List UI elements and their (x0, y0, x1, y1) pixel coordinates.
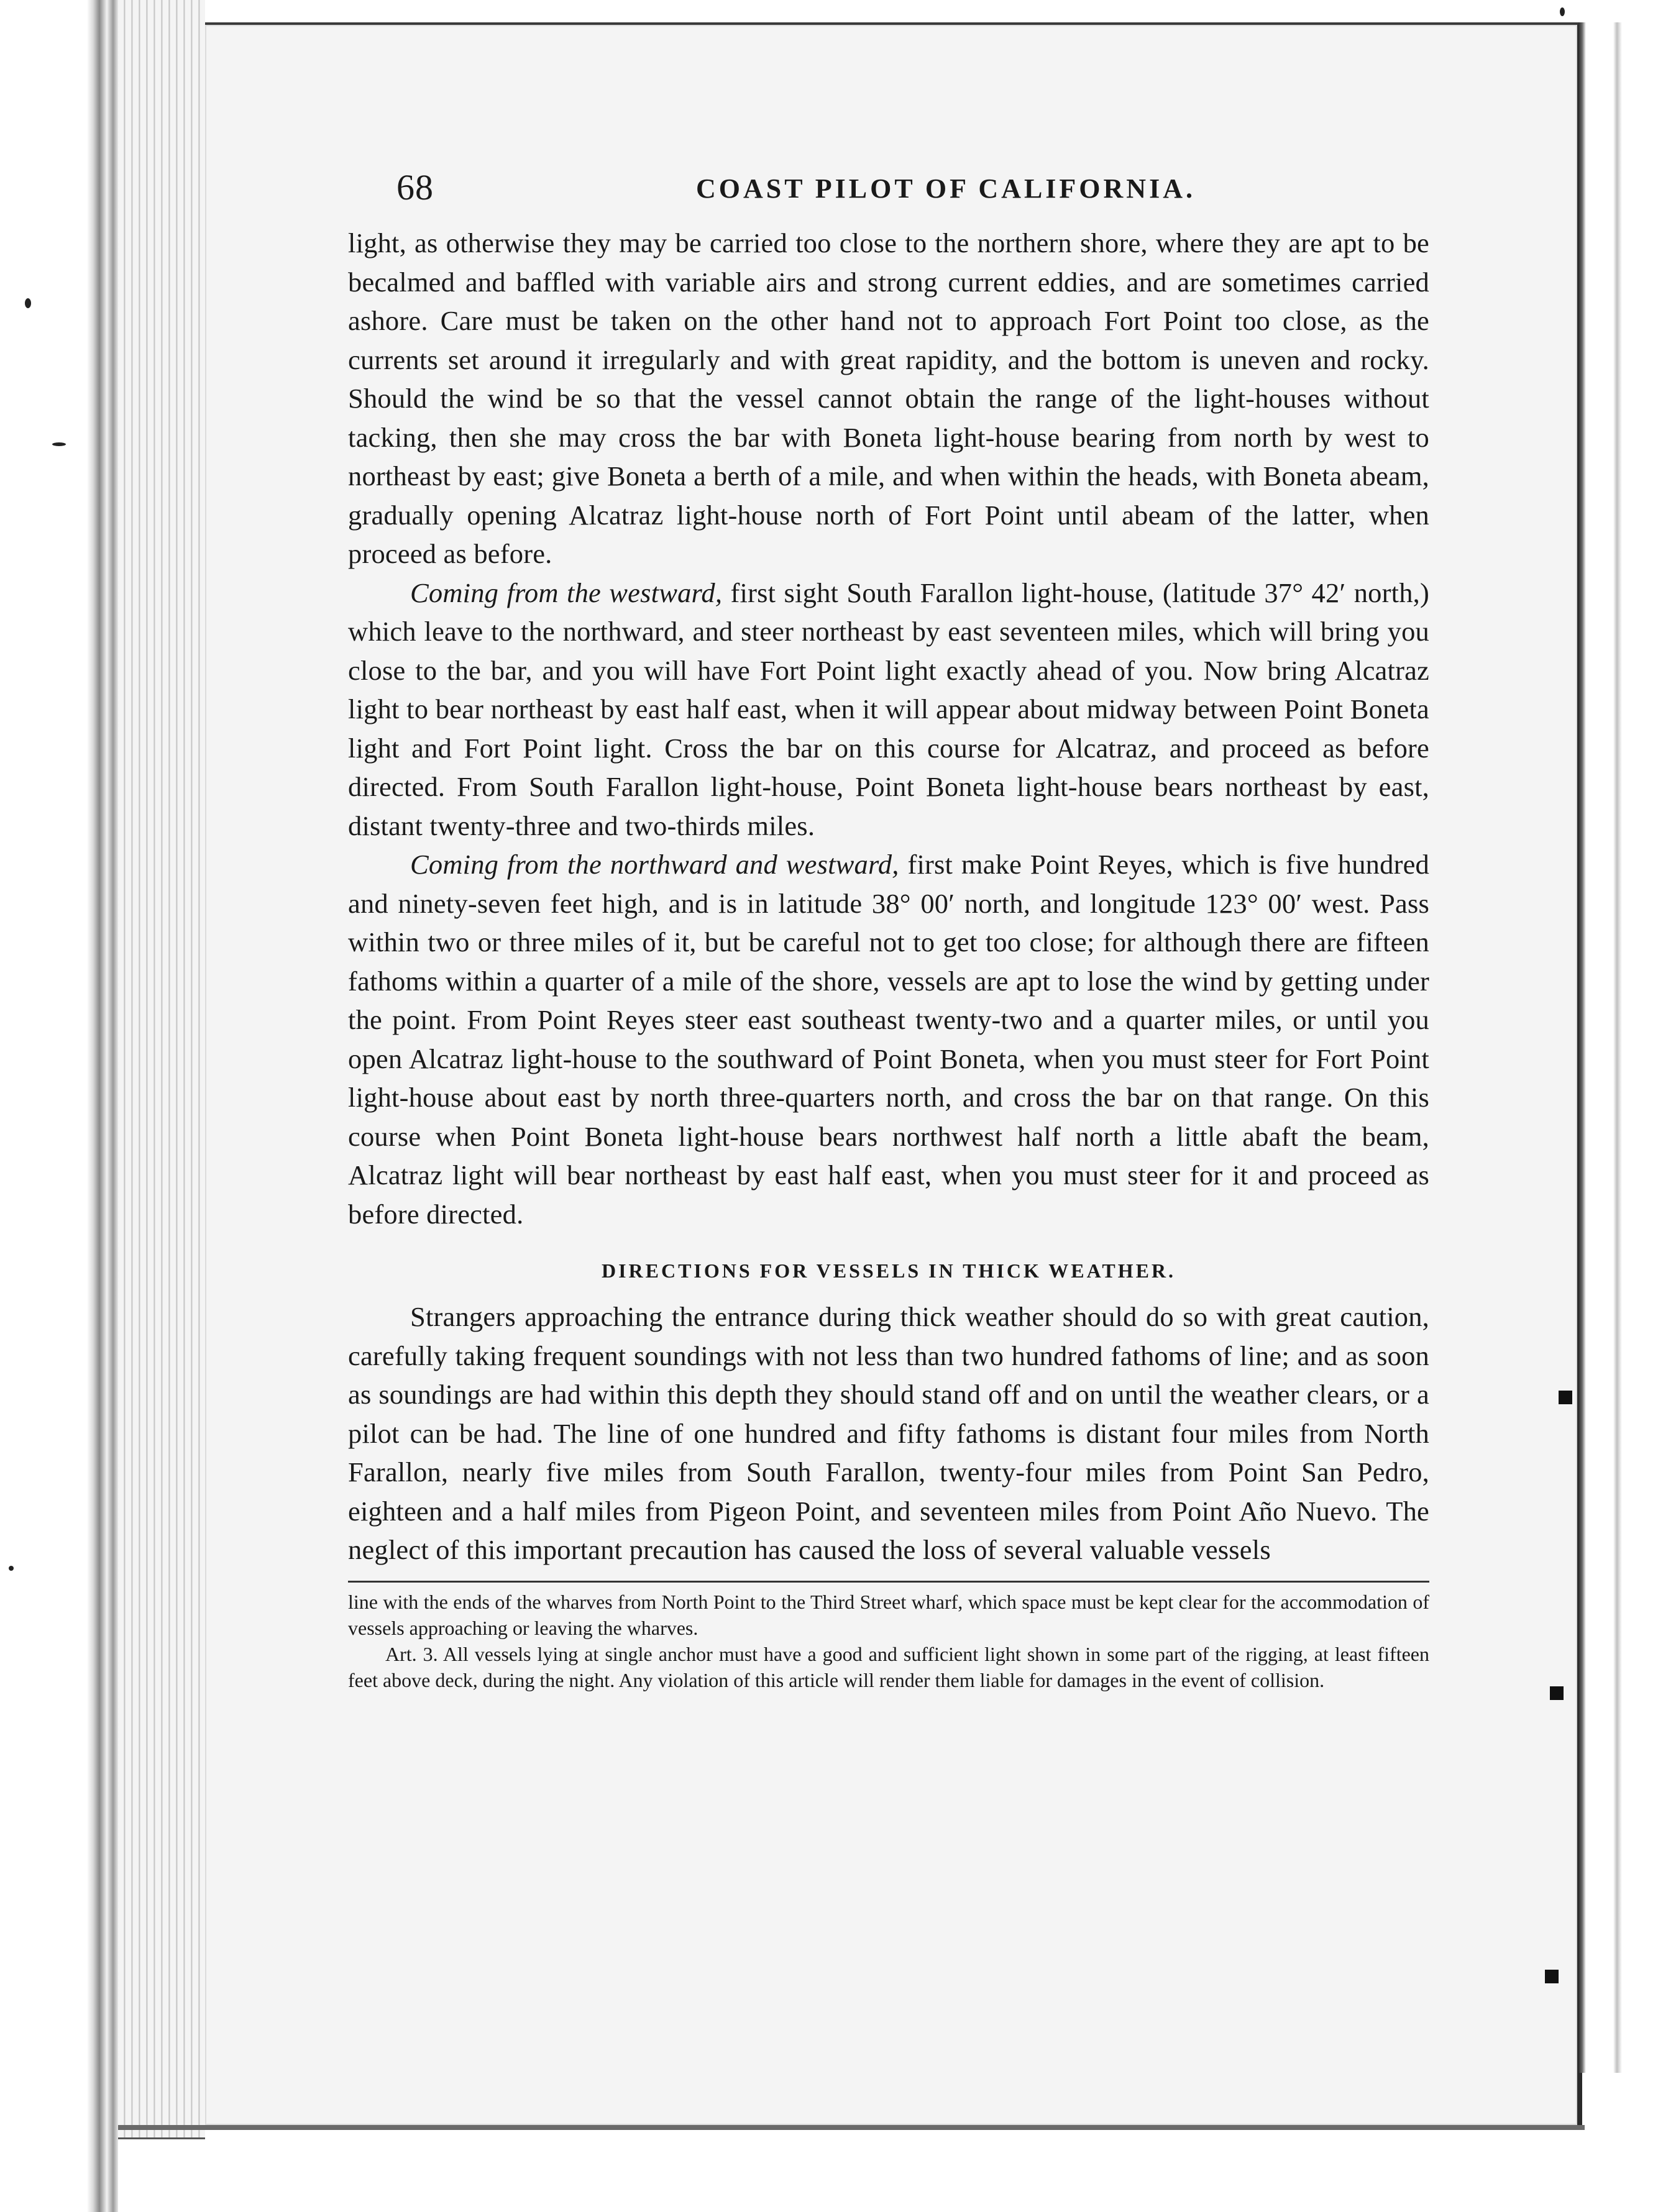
paragraph-lead-italic: Coming from the westward, (410, 577, 723, 608)
scan-speck (25, 298, 31, 308)
bottom-page-edge (118, 2125, 1585, 2130)
scan-speck (1560, 7, 1565, 16)
footnote-continuation: line with the ends of the wharves from North Point to the Third Street wharf, which space must be kept clear for the accommodation of vessels approaching or leaving the wharves. (348, 1590, 1429, 1639)
scan-speck (9, 1566, 14, 1571)
paragraph-text: Strangers approaching the entrance during thick weather should do so with great caution, carefully taking frequent soundings with not less than two hundred fathoms of line; and as soon as soundings are had within this depth they should stand off and on until the weather clears, or a pilot can be had. The line of one hundred and fifty fathoms is distant four miles from North Farallon, nearly five miles from South Farallon, twenty-four miles from Point San Pedro, eighteen and a half miles from Pigeon Point, and seventeen miles from Point Año Nuevo. The neglect of this important precaution has caused the loss of several valuable vessels (348, 1301, 1429, 1565)
paragraph-thick-weather (348, 1297, 1429, 1570)
page-number: 68 (396, 167, 434, 208)
paragraph-coming-from-northward (348, 845, 1429, 1233)
scan-left-shadow (0, 0, 118, 2212)
paragraph-continuation (348, 224, 1429, 574)
paragraph-text: first make Point Reyes, which is five hundred and ninety-seven feet high, and is in latitude 38° 00′ north, and longitude 123° 00′ west. Pass within two or three miles of it, but be careful not to get too close; for although there are fifteen fathoms within a quarter of a mile of the shore, vessels are apt to lose the wind by getting under the point. From Point Reyes steer east southeast twenty-two and a quarter miles, or until you open Alcatraz light-house to the southward of Point Boneta, when you must steer for Fort Point light-house about east by north three-quarters north, and cross the bar on that range. On this course when Point Boneta light-house bears northwest half north a little abaft the beam, Alcatraz light will bear northeast by east half east, when you must steer for it and proceed as before directed. (348, 849, 1429, 1230)
section-heading: DIRECTIONS FOR VESSELS IN THICK WEATHER. (601, 1259, 1176, 1282)
margin-tab-mark (1550, 1686, 1564, 1700)
page-stack-edges (118, 0, 205, 2139)
running-title: COAST PILOT OF CALIFORNIA. (696, 173, 1196, 204)
paragraph-coming-from-westward (348, 574, 1429, 846)
margin-tab-mark (1545, 1970, 1559, 1983)
paragraph-text: light, as otherwise they may be carried too close to the northern shore, where they are apt to be becalmed and baffled with variable airs and strong current eddies, and are sometimes carried ashore. Care must be taken on the other hand not to approach Fort Point too close, as the currents set around it irregularly and with great rapidity, and the bottom is uneven and rocky. Should the wind be so that the vessel cannot obtain the range of the light-houses without tacking, then she may cross the bar with Boneta light-house bearing from north by west to northeast by east; give Boneta a berth of a mile, and when within the heads, with Boneta abeam, gradually opening Alcatraz light-house north of Fort Point until abeam of the latter, when proceed as before. (348, 227, 1429, 569)
paragraph-text: first sight South Farallon light-house, (latitude 37° 42′ north,) which leave to the northward, and steer northeast by east seventeen miles, which will bring you close to the bar, and you will have Fort Point light exactly ahead of you. Now bring Alcatraz light to bear northeast by east half east, when it will appear about midway between Point Boneta light and Fort Point light. Cross the bar on this course for Alcatraz, and proceed as before directed. From South Farallon light-house, Point Boneta light-house bears northeast by east, distant twenty-three and two-thirds miles. (348, 577, 1429, 841)
running-head (348, 155, 1429, 224)
footnote-rule (348, 1581, 1429, 1583)
right-page-edge (1578, 22, 1628, 2073)
margin-tab-mark (1559, 1391, 1572, 1404)
page-content (348, 155, 1429, 1693)
paragraph-lead-italic: Coming from the northward and westward, (410, 849, 899, 880)
footnote-article-3: Art. 3. All vessels lying at single anchor must have a good and sufficient light shown in some part of the rigging, at least fifteen feet above deck, during the night. Any violation of this article will render them liable for damages in the event of collision. (348, 1642, 1429, 1691)
scan-speck (52, 442, 66, 446)
